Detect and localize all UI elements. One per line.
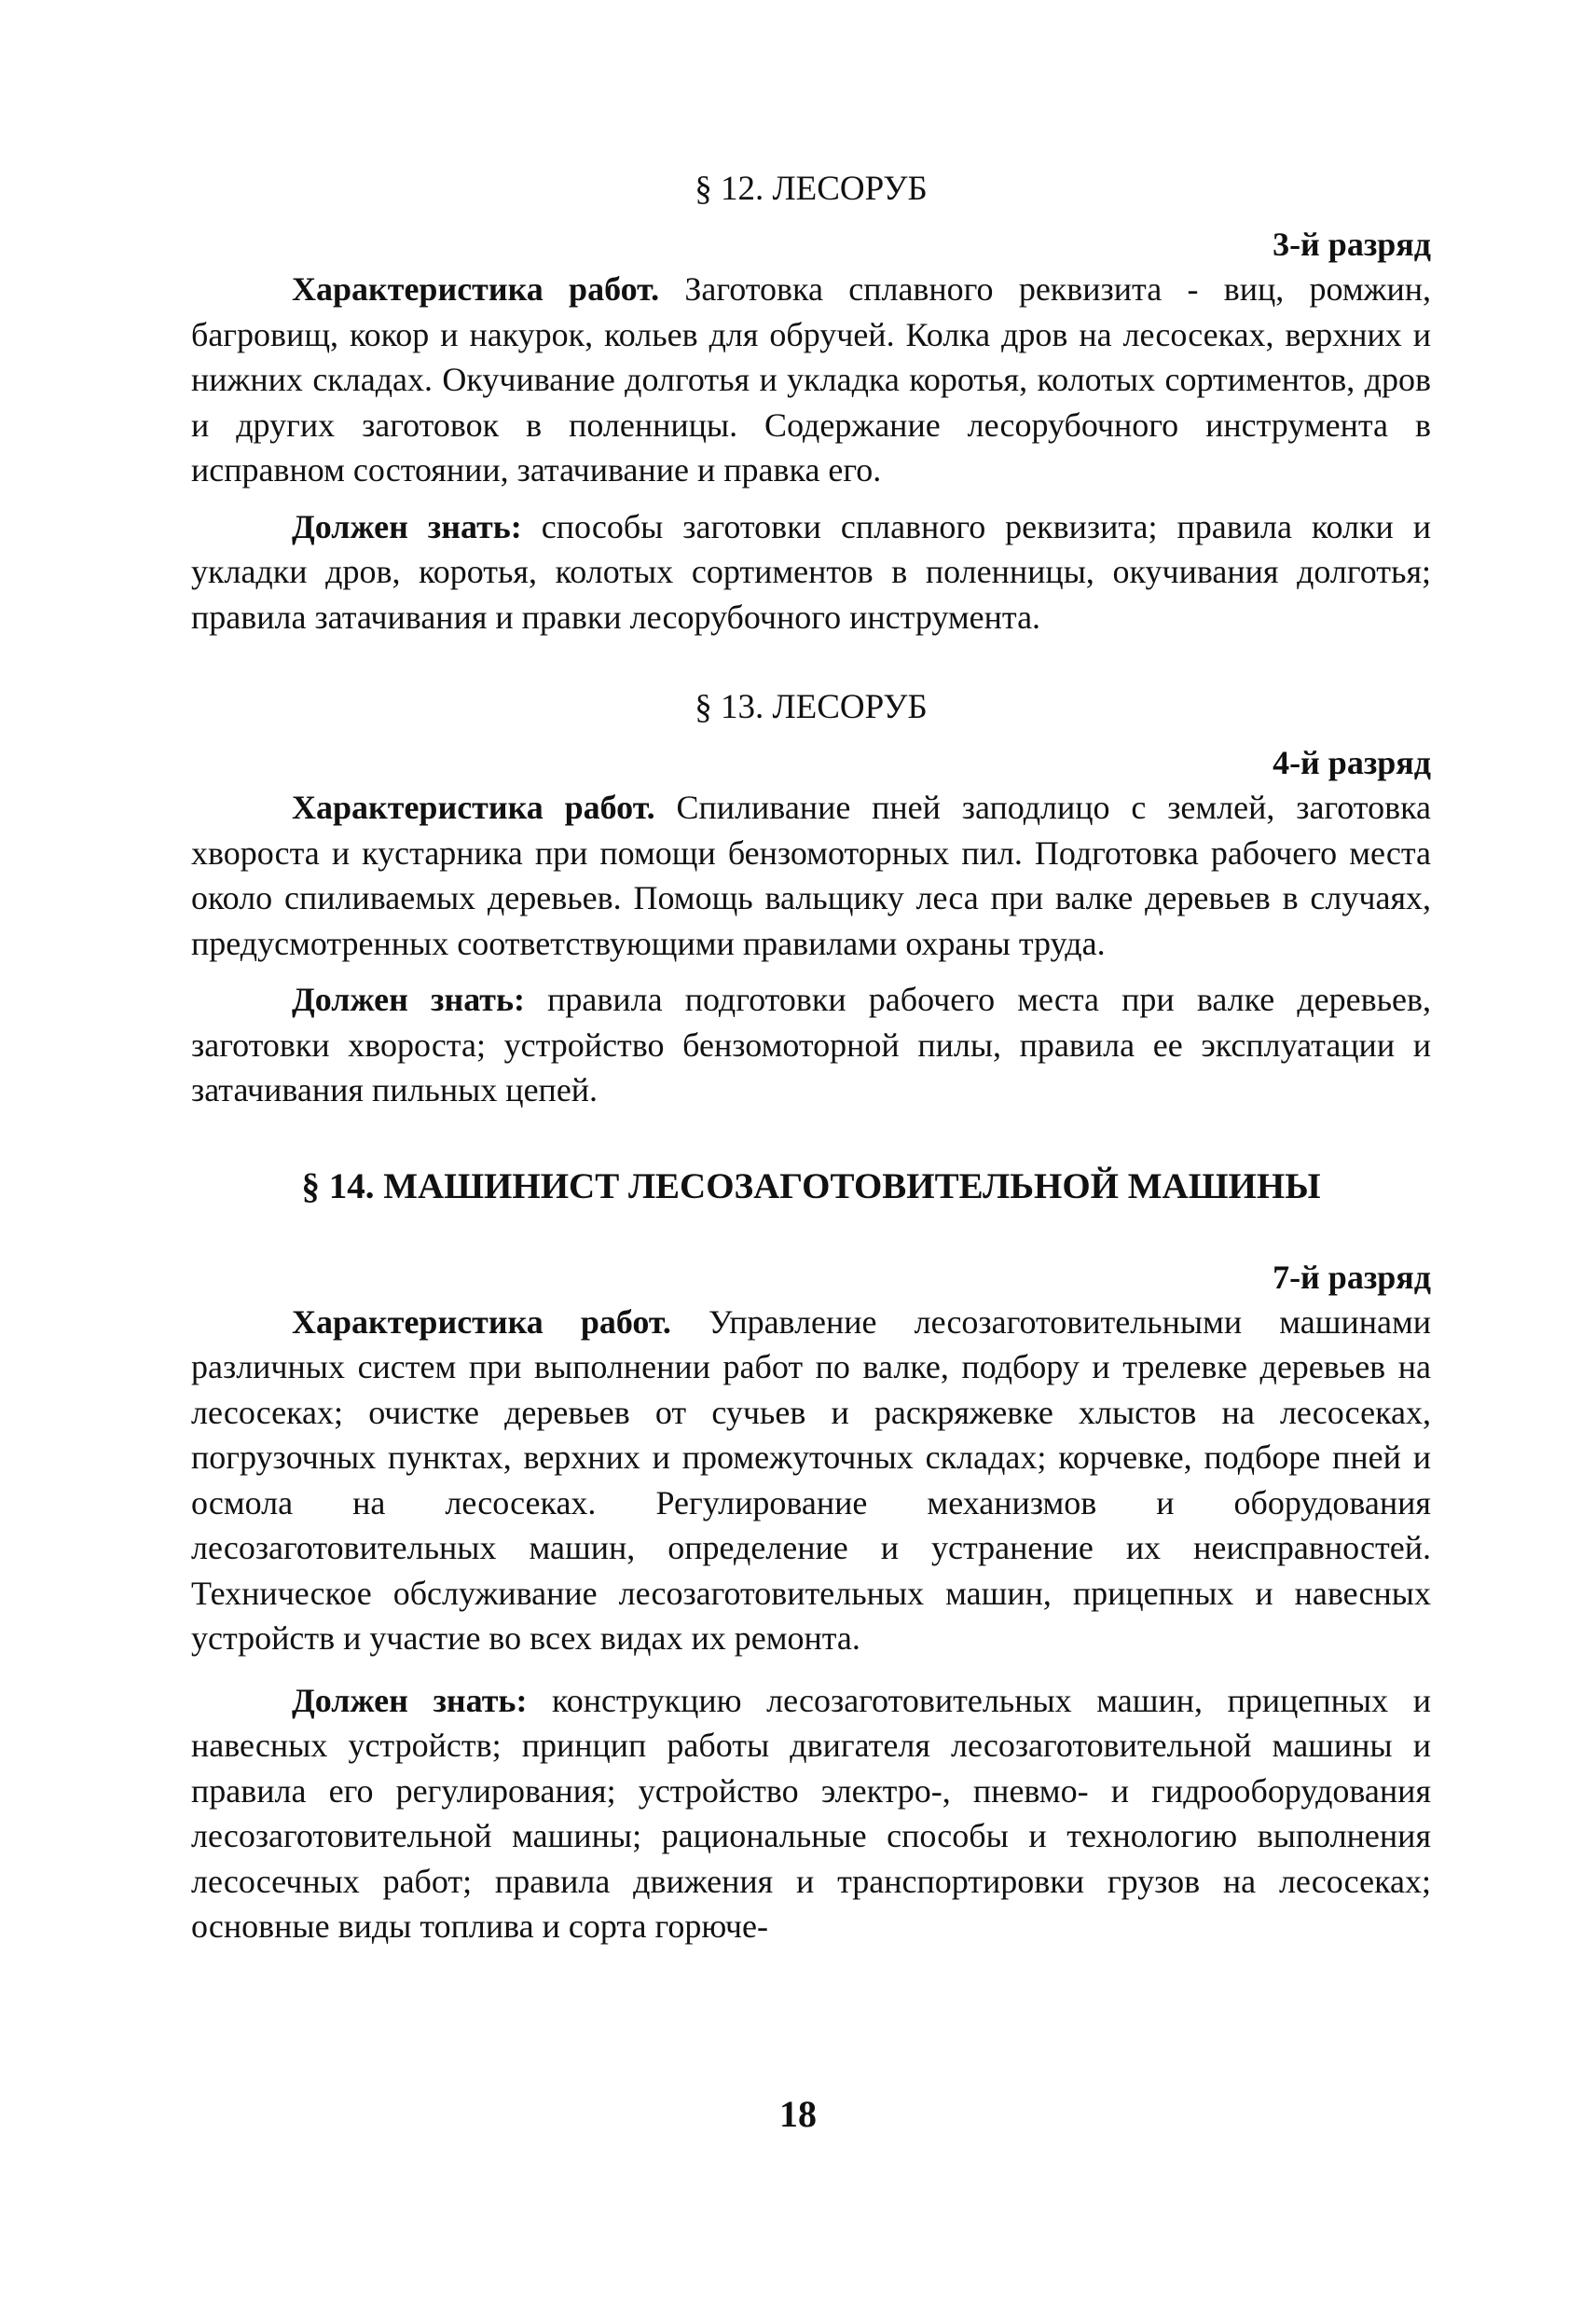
page-number: 18 xyxy=(779,2093,817,2135)
knowledge-label: Должен знать: xyxy=(292,981,525,1018)
work-characteristic-paragraph xyxy=(191,785,1431,966)
section-title: § 13. ЛЕСОРУБ xyxy=(695,688,928,726)
required-knowledge-paragraph xyxy=(191,504,1431,640)
section-14 xyxy=(191,1165,1431,1949)
characteristic-text: Спиливание пней заподлицо с землей, заготовка хвороста и кустарника при помощи бензомоторных пил. Подготовка рабочего места около спиливаемых деревьев. Помощь вальщику леса при валке деревьев в случаях, предусмотренных соответствующими правилами охраны труда. xyxy=(191,789,1431,962)
characteristic-label: Характеристика работ. xyxy=(292,789,655,826)
knowledge-text: способы заготовки сплавного реквизита; правила колки и укладки дров, коротья, колотых сортиментов в поленницы, окучивания долготья; правила затачивания и правки лесорубочного инструмента. xyxy=(191,507,1431,636)
characteristic-text: Управление лесозаготовительными машинами различных систем при выполнении работ по валке, подбору и трелевке деревьев на лесосеках; очистке деревьев от сучьев и раскряжевке хлыстов на лесосеках, погрузочных пунктах, верхних и промежуточных складах; корчевке, подборе пней и осмола на лесосеках. Регулирование механизмов и оборудования лесозаготовительных машин, определение и устранение их неисправностей. Техническое обслуживание лесозаготовительных машин, прицепных и навесных устройств и участие во всех видах их ремонта. xyxy=(191,1302,1431,1657)
section-13 xyxy=(191,686,1431,1113)
document-page xyxy=(191,168,1431,1949)
characteristic-text: Заготовка сплавного реквизита - виц, ромжин, багровищ, кокор и накурок, кольев для обручей. Колка дров на лесосеках, верхних и нижних складах. Окучивание долготья и укладка коротья, колотых сортиментов, дров и других заготовок в поленницы. Содержание лесорубочного инструмента в исправном состоянии, затачивание и правка его. xyxy=(191,270,1431,489)
grade-label: 4-й разряд xyxy=(1273,744,1431,781)
section-title: § 12. ЛЕСОРУБ xyxy=(695,170,928,208)
knowledge-label: Должен знать: xyxy=(292,507,522,545)
section-title: § 14. МАШИНИСТ ЛЕСОЗАГОТОВИТЕЛЬНОЙ МАШИНЫ xyxy=(301,1165,1321,1206)
grade-label: 3-й разряд xyxy=(1273,226,1431,263)
required-knowledge-paragraph xyxy=(191,1678,1431,1949)
knowledge-text: конструкцию лесозаготовительных машин, прицепных и навесных устройств; принцип работы двигателя лесозаготовительной машины и правила его регулирования; устройство электро-, пневмо- и гидрооборудования лесозаготовительной машины; рациональные способы и технологию выполнения лесосечных работ; правила движения и транспортировки грузов на лесосеках; основные виды топлива и сорта горюче- xyxy=(191,1681,1431,1945)
section-12 xyxy=(191,168,1431,640)
grade-label: 7-й разряд xyxy=(1273,1258,1431,1296)
characteristic-label: Характеристика работ. xyxy=(292,1302,671,1341)
characteristic-label: Характеристика работ. xyxy=(292,270,660,308)
work-characteristic-paragraph xyxy=(191,267,1431,493)
knowledge-label: Должен знать: xyxy=(292,1681,528,1719)
required-knowledge-paragraph xyxy=(191,977,1431,1113)
work-characteristic-paragraph xyxy=(191,1300,1431,1661)
knowledge-text: правила подготовки рабочего места при валке деревьев, заготовки хвороста; устройство бензомоторной пилы, правила ее эксплуатации и затачивания пильных цепей. xyxy=(191,981,1431,1108)
